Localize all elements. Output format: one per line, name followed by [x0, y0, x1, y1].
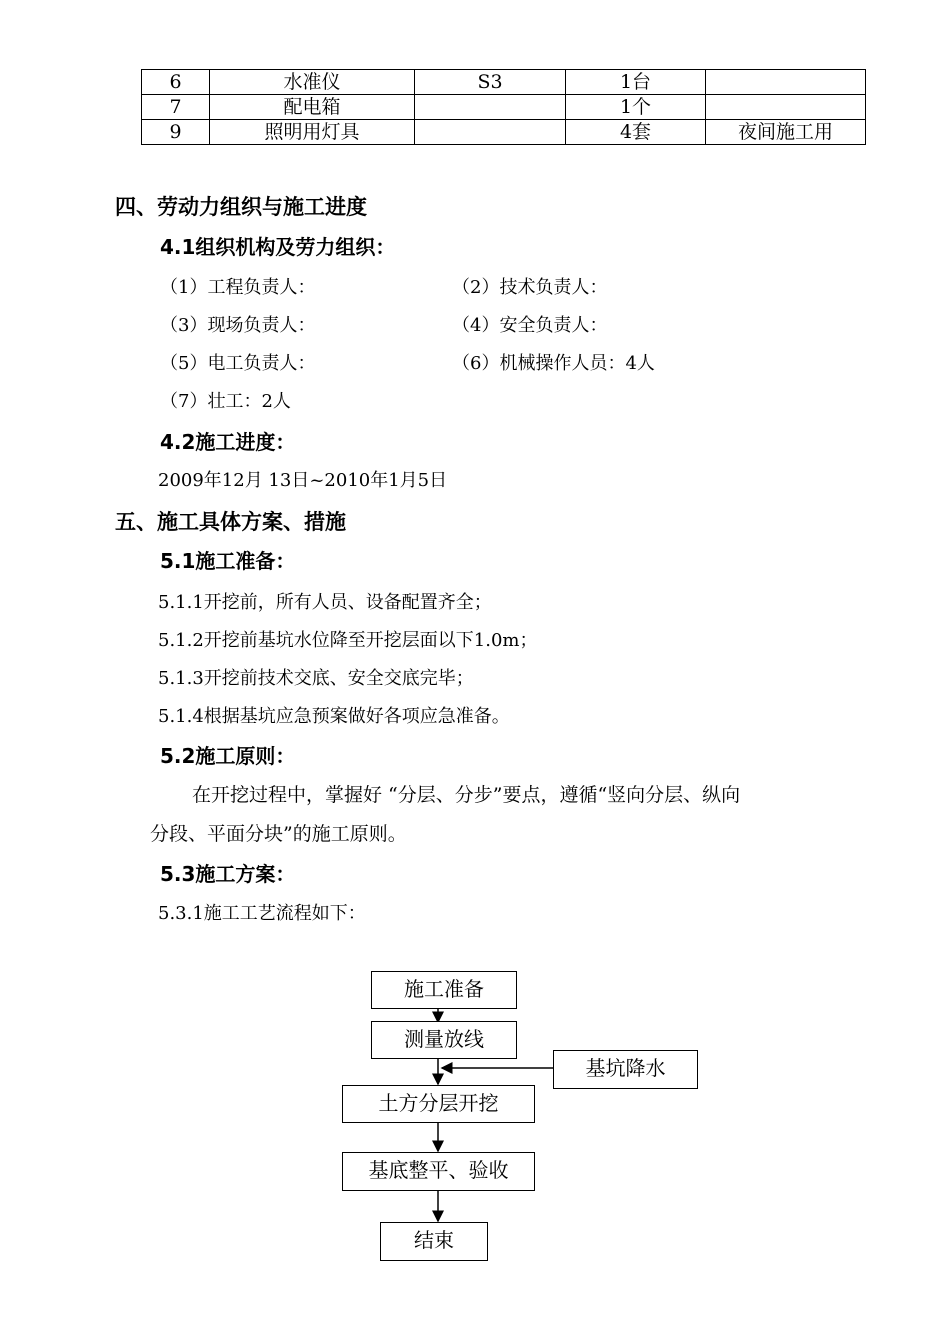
role-item: （1）工程负责人： — [160, 277, 316, 298]
section-4-title: 四、劳动力组织与施工进度 — [115, 195, 367, 219]
flow-step-leveling: 基底整平、验收 — [342, 1152, 535, 1191]
table-cell: 1台 — [566, 70, 706, 95]
table-cell: 9 — [142, 120, 210, 145]
schedule-text: 2009年12月 13日~2010年1月5日 — [158, 470, 448, 491]
role-item: （5）电工负责人： — [160, 353, 316, 374]
role-item: （2）技术负责人： — [452, 277, 608, 298]
table-cell: 1个 — [566, 95, 706, 120]
section-4-1-title: 4.1组织机构及劳力组织： — [160, 235, 396, 259]
prep-item: 5.1.1开挖前，所有人员、设备配置齐全； — [158, 592, 492, 613]
flow-step-end: 结束 — [380, 1222, 488, 1261]
table-cell: 夜间施工用 — [706, 120, 866, 145]
table-cell: 4套 — [566, 120, 706, 145]
table-cell: 照明用灯具 — [210, 120, 415, 145]
prep-item: 5.1.4根据基坑应急预案做好各项应急准备。 — [158, 706, 510, 727]
role-item: （3）现场负责人： — [160, 315, 316, 336]
table-cell: 配电箱 — [210, 95, 415, 120]
role-item: （6）机械操作人员：4人 — [452, 353, 655, 374]
role-item: （4）安全负责人： — [452, 315, 608, 336]
principle-text-line2: 分段、平面分块”的施工原则。 — [150, 823, 407, 845]
section-5-1-title: 5.1施工准备： — [160, 549, 296, 573]
table-cell: S3 — [415, 70, 566, 95]
flow-step-survey: 测量放线 — [371, 1021, 517, 1059]
flow-step-prep: 施工准备 — [371, 971, 517, 1009]
principle-text-line1: 在开挖过程中，掌握好 “分层、分步”要点，遵循“竖向分层、纵向 — [192, 784, 741, 806]
prep-item: 5.1.3开挖前技术交底、安全交底完毕； — [158, 668, 474, 689]
section-5-title: 五、施工具体方案、措施 — [115, 510, 346, 534]
process-intro: 5.3.1施工工艺流程如下： — [158, 903, 366, 924]
section-4-2-title: 4.2施工进度： — [160, 430, 296, 454]
table-cell: 7 — [142, 95, 210, 120]
section-5-3-title: 5.3施工方案： — [160, 862, 296, 886]
flow-step-excavation: 土方分层开挖 — [342, 1085, 535, 1123]
role-item: （7）壮工：2人 — [160, 391, 291, 412]
table-cell: 6 — [142, 70, 210, 95]
section-5-2-title: 5.2施工原则： — [160, 744, 296, 768]
prep-item: 5.1.2开挖前基坑水位降至开挖层面以下1.0m； — [158, 630, 538, 651]
flow-side-dewatering: 基坑降水 — [553, 1050, 698, 1089]
table-cell: 水准仪 — [210, 70, 415, 95]
